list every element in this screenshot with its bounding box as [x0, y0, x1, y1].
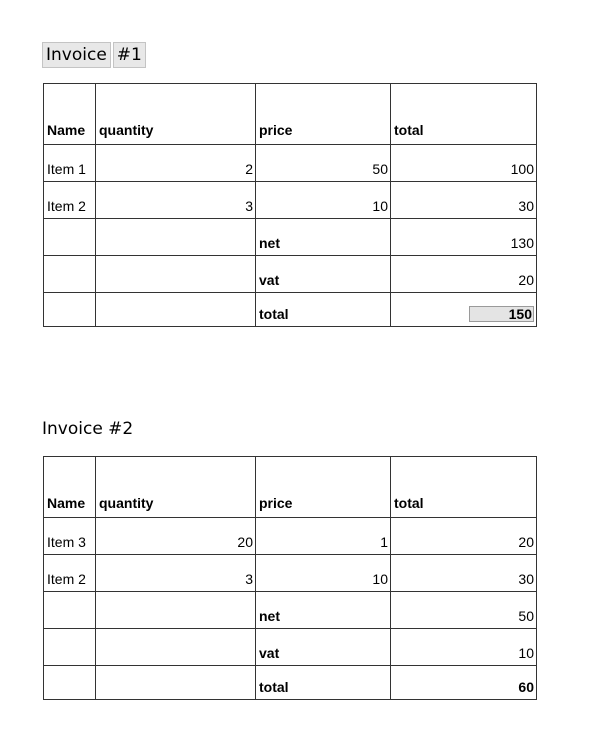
net-value: 130	[391, 219, 537, 256]
item-price: 50	[256, 145, 391, 182]
empty-cell	[44, 666, 96, 700]
header-total: total	[391, 84, 537, 145]
empty-cell	[44, 256, 96, 293]
empty-cell	[44, 219, 96, 256]
header-price: price	[256, 457, 391, 518]
item-name: Item 2	[44, 182, 96, 219]
total-label: total	[256, 666, 391, 700]
net-row	[44, 592, 537, 629]
table-row	[44, 145, 537, 182]
item-quantity: 3	[96, 182, 256, 219]
total-value-cell[interactable]	[391, 293, 537, 327]
vat-label: vat	[256, 256, 391, 293]
header-name: Name	[44, 457, 96, 518]
net-row	[44, 219, 537, 256]
invoice-1-table	[43, 83, 537, 327]
header-name: Name	[44, 84, 96, 145]
empty-cell	[44, 629, 96, 666]
total-row	[44, 293, 537, 327]
item-quantity: 3	[96, 555, 256, 592]
invoice-2-table	[43, 456, 537, 700]
table-header-row	[44, 84, 537, 145]
net-label: net	[256, 219, 391, 256]
total-value: 60	[391, 666, 537, 700]
table-header-row	[44, 457, 537, 518]
vat-row	[44, 256, 537, 293]
vat-value: 20	[391, 256, 537, 293]
invoice-1-title-number[interactable]: #1	[113, 42, 146, 68]
header-total: total	[391, 457, 537, 518]
empty-cell	[96, 629, 256, 666]
net-value: 50	[391, 592, 537, 629]
item-quantity: 2	[96, 145, 256, 182]
invoice-1-title-word[interactable]: Invoice	[42, 42, 111, 68]
item-name: Item 2	[44, 555, 96, 592]
invoice-2-title: Invoice #2	[42, 419, 134, 439]
table-row	[44, 518, 537, 555]
net-label: net	[256, 592, 391, 629]
empty-cell	[96, 592, 256, 629]
item-price: 1	[256, 518, 391, 555]
empty-cell	[44, 293, 96, 327]
invoice-1-title	[42, 44, 146, 66]
item-total: 20	[391, 518, 537, 555]
item-quantity: 20	[96, 518, 256, 555]
vat-value: 10	[391, 629, 537, 666]
item-total: 100	[391, 145, 537, 182]
table-row	[44, 182, 537, 219]
empty-cell	[96, 256, 256, 293]
item-total: 30	[391, 182, 537, 219]
vat-row	[44, 629, 537, 666]
empty-cell	[96, 666, 256, 700]
table-row	[44, 555, 537, 592]
empty-cell	[96, 219, 256, 256]
header-quantity: quantity	[96, 84, 256, 145]
empty-cell	[44, 592, 96, 629]
item-price: 10	[256, 182, 391, 219]
item-price: 10	[256, 555, 391, 592]
vat-label: vat	[256, 629, 391, 666]
empty-cell	[96, 293, 256, 327]
item-name: Item 1	[44, 145, 96, 182]
item-total: 30	[391, 555, 537, 592]
total-value[interactable]: 150	[469, 306, 534, 322]
header-quantity: quantity	[96, 457, 256, 518]
total-row	[44, 666, 537, 700]
item-name: Item 3	[44, 518, 96, 555]
total-label: total	[256, 293, 391, 327]
header-price: price	[256, 84, 391, 145]
